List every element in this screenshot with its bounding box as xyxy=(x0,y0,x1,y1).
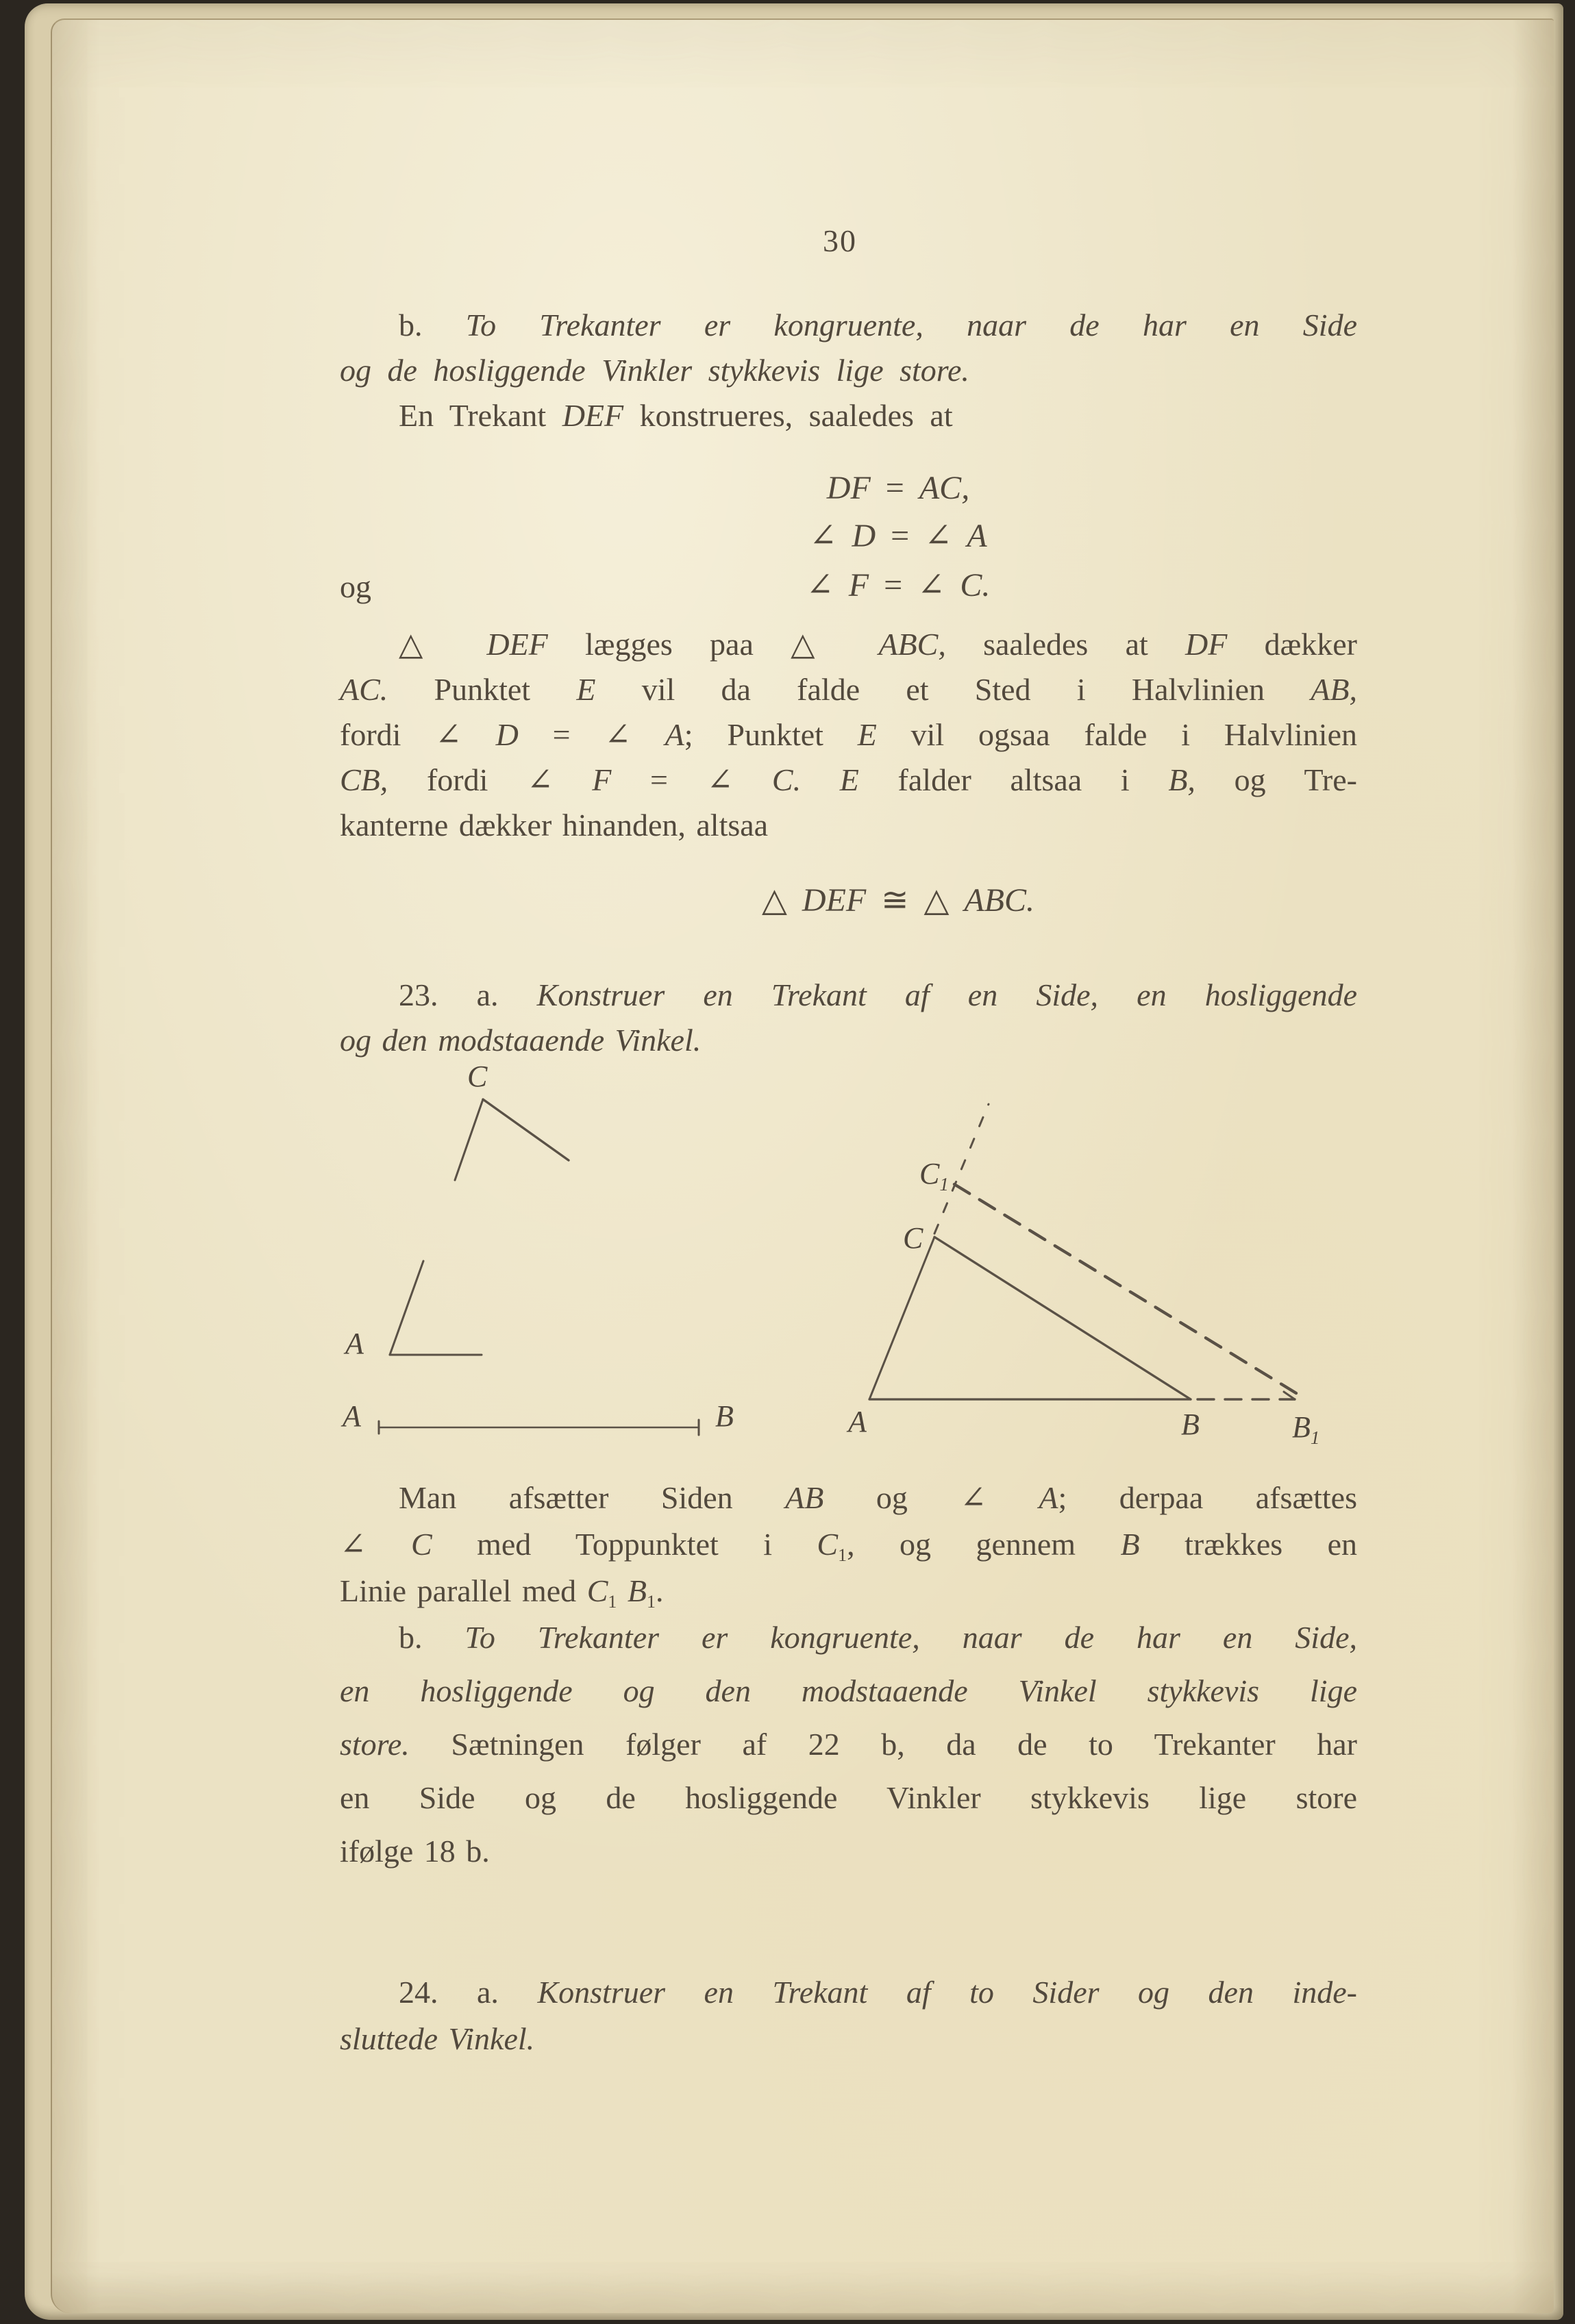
geometry-figure-svg xyxy=(275,1056,1372,1495)
paragraph-proof-line-5: kanterne dækker hinanden, altsaa xyxy=(340,808,769,842)
equation-angle-f-c: ∠ F = ∠ C. xyxy=(806,567,991,603)
label-tri-c1: $C_1$ xyxy=(919,1157,949,1195)
paragraph-23b-line-1: b. To Trekanter er kongruente, naar de har en Side, xyxy=(399,1620,1358,1655)
dashed-c1-b1-line xyxy=(954,1184,1296,1393)
section-23-line-2: og den modstaaende Vinkel. xyxy=(340,1023,702,1058)
label-tri-c: C xyxy=(903,1221,923,1255)
dashed-c1-b1-arrow xyxy=(1285,1386,1296,1393)
paragraph-proof-line-3: fordi ∠ D = ∠ A; Punktet E vil ogsaa falde i Halvlinien xyxy=(340,717,1357,752)
paragraph-23b-line-2: en hosliggende og den modstaaende Vinkel stykkevis lige xyxy=(340,1673,1357,1708)
page xyxy=(51,18,1554,2313)
congruence-statement: △ DEF ≅ △ ABC. xyxy=(761,882,1035,919)
paragraph-man-line-2: ∠ C med Toppunktet i $C_1$, og gennem B trækkes en xyxy=(340,1527,1358,1565)
paragraph-proof-line-1: △ DEF lægges paa △ ABC, saaledes at DF dækker xyxy=(399,627,1357,662)
paragraph-proof-line-2: AC. Punktet E vil da falde et Sted i Halvlinien AB, xyxy=(340,672,1357,707)
label-tri-a: A xyxy=(848,1405,867,1438)
angle-a-upper-ray xyxy=(390,1261,423,1355)
equation-angle-d-a: ∠ D = ∠ A xyxy=(809,518,987,554)
paragraph-23b-line-5: ifølge 18 b. xyxy=(340,1834,490,1869)
paragraph-23b-line-4: en Side og de hosliggende Vinkler stykkevis lige store xyxy=(340,1780,1357,1815)
construction-intro-line: En Trekant DEF konstrueres, saaledes at xyxy=(399,398,953,433)
paragraph-22b-line-1: b. To Trekanter er kongruente, naar de har en Side xyxy=(399,308,1357,342)
triangle-side-cb xyxy=(934,1237,1191,1399)
label-seg-b: B xyxy=(715,1399,734,1433)
label-seg-a: A xyxy=(343,1399,361,1433)
equation-df-ac: DF = AC, xyxy=(826,470,970,506)
angle-c-right-ray xyxy=(483,1099,569,1160)
label-tri-b1: $B_1$ xyxy=(1292,1410,1320,1448)
label-angle-a: A xyxy=(345,1327,364,1360)
label-angle-c: C xyxy=(467,1060,488,1093)
triangle-side-ac xyxy=(869,1237,934,1399)
equation-og-label: og xyxy=(340,569,371,604)
paragraph-man-line-1: Man afsætter Siden AB og ∠ A; derpaa afsættes xyxy=(399,1480,1357,1515)
paragraph-proof-line-4: CB, fordi ∠ F = ∠ C. E falder altsaa i B, og Tre- xyxy=(340,762,1357,797)
page-number: 30 xyxy=(823,223,857,258)
angle-c-left-ray xyxy=(455,1099,483,1180)
section-24-line-1: 24. a. Konstruer en Trekant af to Sider og den inde- xyxy=(399,1975,1357,2010)
paragraph-man-line-3: Linie parallel med $C_1$ $B_1$. xyxy=(340,1573,664,1612)
section-23-line-1: 23. a. Konstruer en Trekant af en Side, en hosliggende xyxy=(399,977,1357,1012)
paragraph-22b-line-2: og de hosliggende Vinkler stykkevis lige store. xyxy=(340,353,969,388)
label-tri-b: B xyxy=(1181,1408,1200,1441)
paragraph-23b-line-3: store. Sætningen følger af 22 b, da de to Trekanter har xyxy=(340,1727,1357,1762)
section-24-line-2: sluttede Vinkel. xyxy=(340,2021,535,2056)
